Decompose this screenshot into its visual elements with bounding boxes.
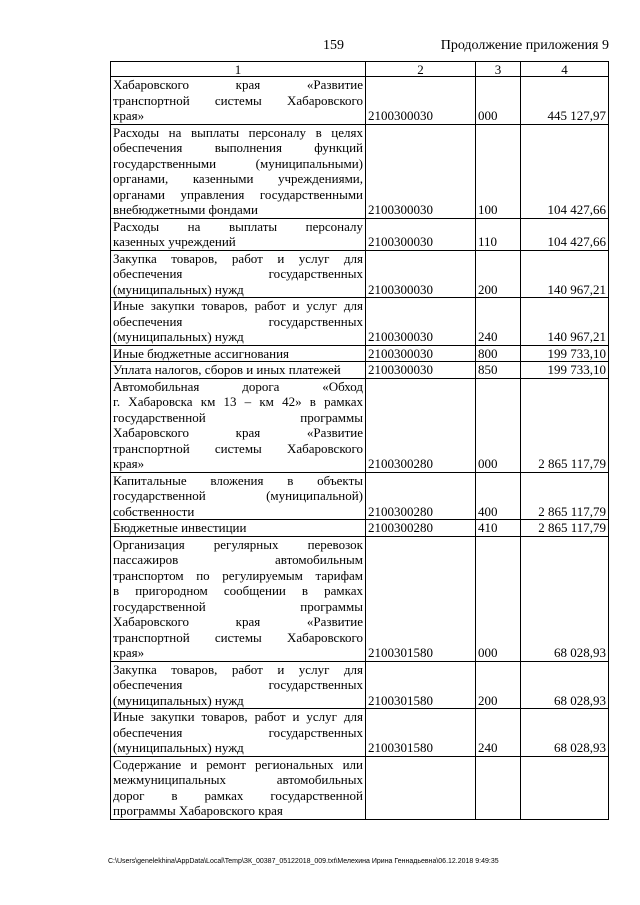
row-name [111, 378, 366, 472]
row-vr [476, 756, 521, 819]
row-amount [521, 756, 609, 819]
row-vr: 240 [476, 709, 521, 757]
row-vr: 000 [476, 536, 521, 661]
row-amount: 140 967,21 [521, 298, 609, 346]
row-code: 2100300030 [366, 124, 476, 218]
row-amount: 199 733,10 [521, 362, 609, 379]
row-name-line: транспортной системы Хабаровского [113, 629, 363, 645]
row-name [111, 218, 366, 250]
table-row [111, 520, 609, 537]
row-name-line: Хабаровского края «Развитие [113, 614, 363, 629]
row-vr: 850 [476, 362, 521, 379]
row-name-line: края» [113, 456, 145, 471]
row-name-line: государственными (муниципальными) [113, 155, 363, 171]
row-name-line: Бюджетные инвестиции [113, 520, 247, 535]
row-name-line: Содержание и ремонт региональных или [113, 756, 363, 772]
row-name-line: внебюджетными фондами [113, 202, 258, 217]
row-vr: 100 [476, 124, 521, 218]
row-name-line: (муниципальных) нужд [113, 329, 244, 344]
row-name [111, 536, 366, 661]
column-header: 1 [111, 62, 366, 77]
row-name-line: межмуниципальных автомобильных [113, 772, 363, 787]
table-row [111, 756, 609, 819]
row-name-line: края» [113, 108, 145, 123]
row-name-line: Капитальные вложения в объекты [113, 472, 363, 488]
row-name [111, 250, 366, 298]
row-amount: 199 733,10 [521, 345, 609, 362]
row-name-line: дорог в рамках государственной [113, 787, 363, 803]
row-name-line: Расходы на выплаты персоналу в целях [113, 124, 363, 140]
row-name [111, 77, 366, 125]
page-number: 159 [323, 38, 344, 53]
row-name-line: обеспечения государственных [113, 677, 363, 692]
row-name-line: обеспечения выполнения функций [113, 140, 363, 155]
row-name [111, 709, 366, 757]
row-vr: 000 [476, 378, 521, 472]
row-name-line: органами, казенными учреждениями, [113, 171, 363, 186]
column-header: 2 [366, 62, 476, 77]
row-vr: 200 [476, 661, 521, 709]
row-name-line: собственности [113, 503, 195, 519]
row-amount: 445 127,97 [521, 77, 609, 125]
row-code: 2100300030 [366, 362, 476, 379]
row-vr: 200 [476, 250, 521, 298]
row-name-line: обеспечения государственных [113, 266, 363, 281]
row-code: 2100301580 [366, 661, 476, 709]
table-row [111, 298, 609, 346]
row-code: 2100300280 [366, 472, 476, 520]
row-name-line: пассажиров автомобильным [113, 552, 363, 567]
row-name [111, 661, 366, 709]
row-name-line: Автомобильная дорога «Обход [113, 378, 363, 394]
row-vr: 110 [476, 218, 521, 250]
table-row [111, 661, 609, 709]
table-body [111, 77, 609, 820]
row-name-line: казенных учреждений [113, 234, 236, 249]
row-name-line: в пригородном сообщении в рамках [113, 583, 363, 598]
row-name-line: Закупка товаров, работ и услуг для [113, 661, 363, 677]
row-name-line: государственной (муниципальной) [113, 488, 363, 503]
row-name-line: транспортом по регулируемым тарифам [113, 567, 363, 583]
row-name-line: транспортной системы Хабаровского [113, 92, 363, 108]
row-name-line: (муниципальных) нужд [113, 740, 244, 755]
table-row [111, 77, 609, 125]
row-code: 2100301580 [366, 709, 476, 757]
row-name-line: Организация регулярных перевозок [113, 536, 363, 552]
row-name-line: транспортной системы Хабаровского [113, 440, 363, 456]
row-name-line: программы Хабаровского края [113, 803, 283, 818]
row-code: 2100300280 [366, 520, 476, 537]
table-row [111, 362, 609, 379]
table-row [111, 218, 609, 250]
row-amount: 104 427,66 [521, 218, 609, 250]
row-name-line: Уплата налогов, сборов и иных платежей [113, 362, 341, 377]
row-name-line: края» [113, 645, 145, 660]
row-name-line: (муниципальных) нужд [113, 281, 244, 297]
footer-path: C:\Users\genelekhina\AppData\Local\Temp\ЗК_00387_05122018_009.txt\Мелехина Ирина Геннадьевна\06.12.2018 9:49:35 [108, 858, 499, 865]
row-amount: 68 028,93 [521, 661, 609, 709]
row-vr: 410 [476, 520, 521, 537]
row-name-line: обеспечения государственных [113, 724, 363, 740]
row-code: 2100300280 [366, 378, 476, 472]
continuation-label: Продолжение приложения 9 [440, 38, 609, 53]
row-code [366, 756, 476, 819]
row-amount: 140 967,21 [521, 250, 609, 298]
row-name-line: Хабаровского края «Развитие [113, 77, 363, 92]
row-name-line: Хабаровского края «Развитие [113, 425, 363, 440]
row-name [111, 472, 366, 520]
row-name [111, 756, 366, 819]
row-amount: 104 427,66 [521, 124, 609, 218]
table-row [111, 536, 609, 661]
column-header: 3 [476, 62, 521, 77]
table-row [111, 124, 609, 218]
row-amount: 2 865 117,79 [521, 472, 609, 520]
row-name [111, 520, 366, 537]
row-name [111, 124, 366, 218]
row-code: 2100300030 [366, 77, 476, 125]
row-name [111, 298, 366, 346]
row-amount: 2 865 117,79 [521, 520, 609, 537]
column-header: 4 [521, 62, 609, 77]
table-row [111, 378, 609, 472]
row-name [111, 362, 366, 379]
table-header-row [111, 62, 609, 77]
row-code: 2100301580 [366, 536, 476, 661]
row-name-line: органами управления государственными [113, 186, 363, 202]
row-code: 2100300030 [366, 218, 476, 250]
row-name-line: (муниципальных) нужд [113, 692, 244, 708]
row-name-line: государственной программы [113, 409, 363, 425]
row-code: 2100300030 [366, 345, 476, 362]
row-name-line: Иные бюджетные ассигнования [113, 345, 290, 361]
row-name-line: Иные закупки товаров, работ и услуг для [113, 709, 363, 724]
row-code: 2100300030 [366, 250, 476, 298]
row-name-line: г. Хабаровска км 13 – км 42» в рамках [113, 394, 363, 409]
row-name-line: Иные закупки товаров, работ и услуг для [113, 298, 363, 313]
row-name [111, 345, 366, 362]
row-code: 2100300030 [366, 298, 476, 346]
table-row [111, 345, 609, 362]
row-name-line: Расходы на выплаты персоналу [113, 218, 363, 234]
row-name-line: Закупка товаров, работ и услуг для [113, 250, 363, 266]
row-vr: 000 [476, 77, 521, 125]
table-row [111, 472, 609, 520]
row-amount: 2 865 117,79 [521, 378, 609, 472]
row-amount: 68 028,93 [521, 536, 609, 661]
row-name-line: обеспечения государственных [113, 313, 363, 329]
budget-table [110, 61, 609, 820]
table-row [111, 709, 609, 757]
row-name-line: государственной программы [113, 598, 363, 614]
table-row [111, 250, 609, 298]
row-vr: 240 [476, 298, 521, 346]
row-amount: 68 028,93 [521, 709, 609, 757]
row-vr: 800 [476, 345, 521, 362]
row-vr: 400 [476, 472, 521, 520]
